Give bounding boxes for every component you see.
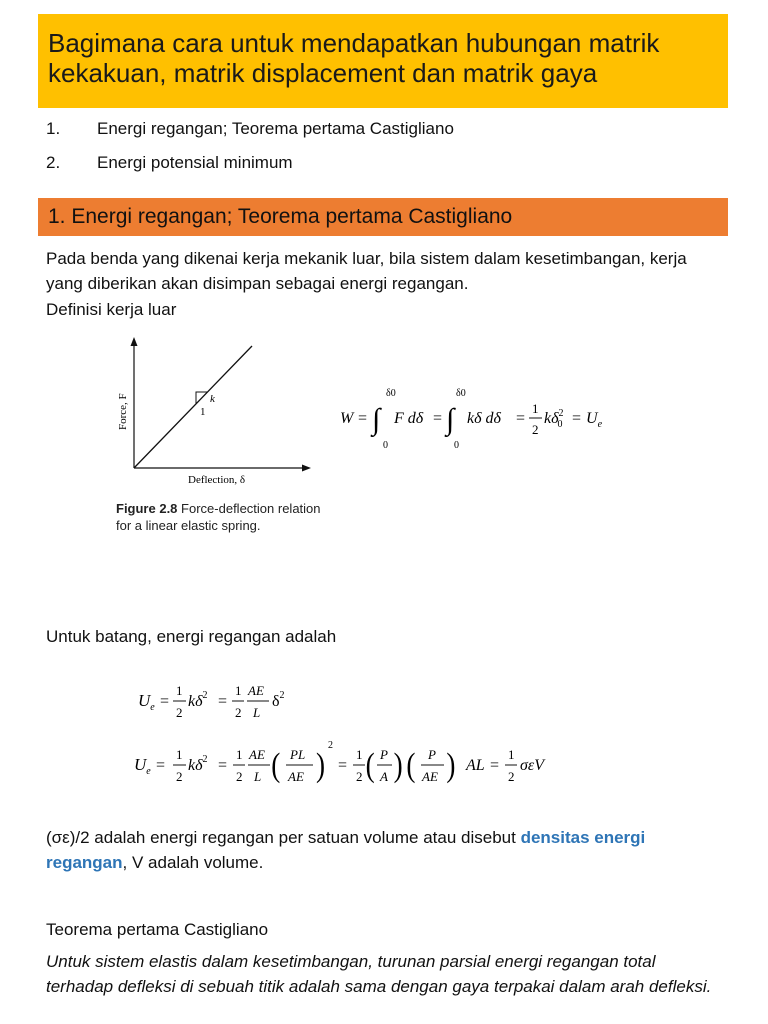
svg-text:1: 1 [176,747,183,762]
eq-lower-limit-1: 0 [383,440,388,451]
spring-line [134,346,252,468]
svg-text:σεV: σεV [520,757,544,774]
svg-text:2: 2 [176,769,183,784]
svg-text:AE: AE [248,683,264,698]
svg-text:=: = [218,757,228,774]
eq-half-num: 1 [532,401,539,416]
eq-k-delta-squared: $k\delta^2$ 0 [544,408,564,430]
svg-text:kδ2: $k\delta^2$ [188,690,208,710]
svg-text:1: 1 [235,683,242,698]
svg-text:P: P [428,747,436,762]
svg-text:=: = [490,757,500,774]
svg-text:AE: AE [422,769,438,784]
svg-text:L: L [254,769,262,784]
figure-axes [131,337,312,472]
eq-result: $U_e$ [586,410,603,430]
svg-text:=: = [156,757,166,774]
svg-text:2: 2 [328,740,333,751]
work-definition-label: Definisi kerja luar [46,300,177,319]
list-number-1: 1. [46,119,61,138]
eq-equals-2: = [433,410,443,427]
svg-text:L: L [253,705,261,720]
svg-text:(: ( [365,746,375,784]
svg-text:2: 2 [508,769,515,784]
svg-text:=: = [338,757,348,774]
density-term: densitas energi regangan [46,828,646,872]
eq-upper-limit-1: δ0 [386,388,396,399]
svg-text:(: ( [271,746,281,784]
svg-text:): ) [316,746,326,784]
svg-text:2: 2 [356,769,363,784]
svg-text:2: 2 [176,705,183,720]
eq-integral-1: ∫ [372,403,381,436]
slope-label: k [210,393,215,405]
eq-integral-2: ∫ [446,403,455,436]
svg-text:2: 2 [235,705,242,720]
svg-text:1: 1 [236,747,243,762]
figure-caption [116,500,326,534]
density-paragraph: (σε)/2 adalah energi regangan per satuan volume atau disebut densitas energi regangan, V adalah volume. [46,828,646,872]
figure-ylabel: Force, F [117,393,129,430]
bar-energy-label: Untuk batang, energi regangan adalah [46,627,337,646]
svg-text:AE: AE [288,769,304,784]
eq-equals-3: = [516,410,526,427]
svg-text:Ue: $U_e$ [138,691,155,713]
svg-text:): ) [393,746,403,784]
force-deflection-figure [112,334,322,490]
theorem-statement: Untuk sistem elastis dalam kesetimbangan, turunan parsial energi regangan total terhadap defleksi di sebuah titik adalah sama dengan gaya terpakai dalam arah defleksi. [46,952,712,996]
svg-text:δ2: $\delta^2$ [272,690,285,710]
page-title: Bagimana cara untuk mendapatkan hubungan matrik kekakuan, matrik displacement dan matrik gaya [48,28,660,88]
svg-text:PL: PL [290,747,306,762]
svg-text:): ) [446,746,456,784]
svg-text:kδ2: $k\delta^2$ [188,754,208,774]
work-equation [336,382,608,454]
svg-text:P: P [380,747,388,762]
list-item-2: Energi potensial minimum [97,153,293,172]
eq-integrand-2: kδ dδ [467,410,501,427]
figure-xlabel: Deflection, δ [188,474,246,486]
svg-text:Ue: $U_e$ [134,755,151,777]
svg-text:(: ( [406,746,416,784]
caption-text: Force-deflection relation for a linear elastic spring. [116,501,321,533]
bar-energy-equation-1 [136,676,306,722]
svg-text:1: 1 [176,683,183,698]
theorem-title: Teorema pertama Castigliano [46,920,269,939]
svg-text:AE: AE [249,747,265,762]
eq-upper-limit-2: δ0 [456,388,466,399]
section-title: 1. Energi regangan; Teorema pertama Castigliano [48,205,513,228]
list-item-1: Energi regangan; Teorema pertama Castigliano [97,119,454,138]
eq-equals: = [358,410,368,427]
svg-text:A: A [380,769,388,784]
eq-half-den: 2 [532,422,539,437]
caption-label: Figure 2.8 [116,501,178,516]
list-number-2: 2. [46,153,61,172]
svg-text:1: 1 [508,747,515,762]
eq-w: W [340,410,354,427]
svg-text:=: = [160,693,170,710]
svg-text:2: 2 [236,769,243,784]
intro-paragraph: Pada benda yang dikenai kerja mekanik luar, bila sistem dalam kesetimbangan, kerja yang diberikan akan disimpan sebagai energi regangan. [46,249,687,293]
svg-text:AL: AL [466,757,485,774]
bar-energy-equation-2 [132,732,552,794]
eq-lower-limit-2: 0 [454,440,459,451]
svg-text:1: 1 [356,747,363,762]
eq-equals-4: = [572,410,582,427]
eq-integrand-1: F dδ [394,410,424,427]
run-label: 1 [200,406,206,418]
svg-text:=: = [218,693,228,710]
